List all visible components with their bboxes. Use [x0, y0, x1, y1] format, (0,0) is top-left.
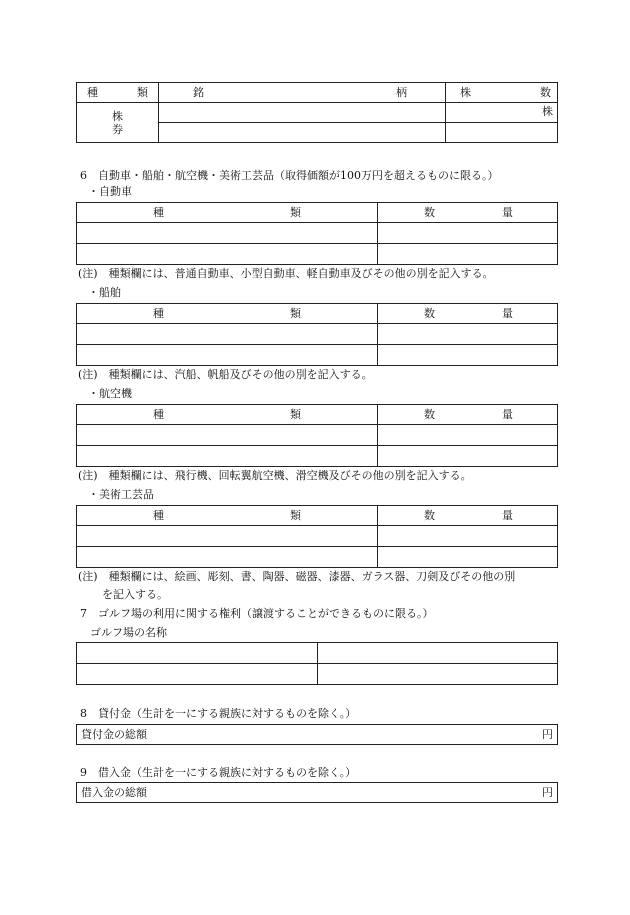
ship-kind-cell-1[interactable] — [77, 324, 378, 345]
car-kind-header-b: 類 — [290, 206, 301, 219]
stock-brand-header-b: 柄 — [396, 86, 407, 99]
aircraft-kind-header-b: 類 — [290, 408, 301, 421]
art-kind-header-b: 類 — [290, 509, 301, 522]
car-kind-cell-2[interactable] — [77, 244, 378, 265]
ship-table — [76, 303, 558, 366]
car-qty-cell-1[interactable] — [378, 223, 558, 244]
stock-count-cell-2[interactable] — [446, 123, 558, 143]
ship-qty-header — [378, 304, 558, 324]
stock-kind-line1: 株 — [112, 109, 123, 123]
aircraft-kind-header-a: 種 — [153, 408, 164, 421]
ship-qty-header-b: 量 — [502, 307, 513, 320]
section8-title: 8 貸付金（生計を一にする親族に対するものを除く。） — [80, 707, 357, 720]
art-kind-cell-2[interactable] — [77, 547, 378, 568]
car-table — [76, 202, 558, 265]
borrowing-table — [76, 782, 558, 803]
loan-total-unit: 円 — [542, 728, 553, 741]
car-kind-header — [77, 203, 378, 223]
stock-kind-line2: 券 — [112, 122, 123, 136]
golf-cell-1[interactable] — [77, 643, 318, 664]
art-note-line1: (注) 種類欄には、絵画、彫刻、書、陶器、磁器、漆器、ガラス器、刀剣及びその他の別 — [78, 570, 516, 583]
art-qty-header — [378, 506, 558, 526]
art-kind-cell-1[interactable] — [77, 526, 378, 547]
aircraft-qty-cell-2[interactable] — [378, 446, 558, 467]
car-label: ・自動車 — [88, 185, 132, 198]
art-qty-header-a: 数 — [424, 509, 435, 522]
car-qty-header-a: 数 — [424, 206, 435, 219]
stock-kind-header-a: 種 — [87, 86, 98, 99]
section9-title: 9 借入金（生計を一にする親族に対するものを除く。） — [80, 766, 357, 779]
car-kind-header-a: 種 — [153, 206, 164, 219]
art-table — [76, 505, 558, 568]
ship-qty-cell-2[interactable] — [378, 345, 558, 366]
aircraft-qty-cell-1[interactable] — [378, 425, 558, 446]
stock-count-header-a: 株 — [460, 86, 471, 99]
golf-cell-2[interactable] — [318, 643, 558, 664]
car-qty-cell-2[interactable] — [378, 244, 558, 265]
art-kind-header-a: 種 — [153, 509, 164, 522]
aircraft-kind-header — [77, 405, 378, 425]
ship-kind-header-a: 種 — [153, 307, 164, 320]
stock-unit: 株 — [542, 105, 553, 118]
section7-title: 7 ゴルフ場の利用に関する権利（譲渡することができるものに限る。） — [80, 607, 434, 620]
aircraft-qty-header — [378, 405, 558, 425]
ship-kind-cell-2[interactable] — [77, 345, 378, 366]
car-qty-header — [378, 203, 558, 223]
stock-count-cell-1[interactable] — [446, 103, 558, 123]
ship-kind-header-b: 類 — [290, 307, 301, 320]
golf-name-label: ゴルフ場の名称 — [90, 626, 167, 639]
aircraft-qty-header-b: 量 — [502, 408, 513, 421]
section6-title: 6 自動車・船舶・航空機・美術工芸品（取得価額が100万円を超えるものに限る。） — [80, 169, 499, 182]
aircraft-label: ・航空機 — [88, 387, 132, 400]
golf-cell-4[interactable] — [318, 664, 558, 685]
car-kind-cell-1[interactable] — [77, 223, 378, 244]
aircraft-table — [76, 404, 558, 467]
borrowing-total-cell[interactable] — [77, 783, 558, 803]
car-note: (注) 種類欄には、普通自動車、小型自動車、軽自動車及びその他の別を記入する。 — [78, 267, 494, 280]
aircraft-qty-header-a: 数 — [424, 408, 435, 421]
borrowing-total-label: 借入金の総額 — [81, 786, 147, 799]
art-note-line2: を記入する。 — [102, 588, 168, 601]
golf-table — [76, 642, 558, 685]
art-kind-header — [77, 506, 378, 526]
borrowing-total-unit: 円 — [542, 786, 553, 799]
loan-total-cell[interactable] — [77, 725, 558, 745]
loan-total-label: 貸付金の総額 — [81, 728, 147, 741]
loan-table — [76, 724, 558, 745]
art-qty-header-b: 量 — [502, 509, 513, 522]
ship-kind-header — [77, 304, 378, 324]
aircraft-kind-cell-1[interactable] — [77, 425, 378, 446]
stock-count-header-b: 数 — [540, 86, 551, 99]
car-qty-header-b: 量 — [502, 206, 513, 219]
golf-cell-3[interactable] — [77, 664, 318, 685]
art-qty-cell-2[interactable] — [378, 547, 558, 568]
ship-label: ・船舶 — [88, 286, 121, 299]
ship-note: (注) 種類欄には、汽船、帆船及びその他の別を記入する。 — [78, 368, 373, 381]
stock-brand-cell-1[interactable] — [159, 103, 446, 123]
aircraft-note: (注) 種類欄には、飛行機、回転翼航空機、滑空機及びその他の別を記入する。 — [78, 469, 472, 482]
stock-brand-header-a: 銘 — [193, 86, 204, 99]
art-qty-cell-1[interactable] — [378, 526, 558, 547]
stock-brand-header — [159, 83, 446, 103]
stock-brand-cell-2[interactable] — [159, 123, 446, 143]
ship-qty-header-a: 数 — [424, 307, 435, 320]
stock-kind-header — [77, 83, 159, 103]
stock-kind-cell — [77, 103, 159, 143]
aircraft-kind-cell-2[interactable] — [77, 446, 378, 467]
stock-table — [76, 82, 558, 143]
ship-qty-cell-1[interactable] — [378, 324, 558, 345]
stock-kind-header-b: 類 — [137, 86, 148, 99]
stock-count-header — [446, 83, 558, 103]
art-label: ・美術工芸品 — [88, 488, 154, 501]
